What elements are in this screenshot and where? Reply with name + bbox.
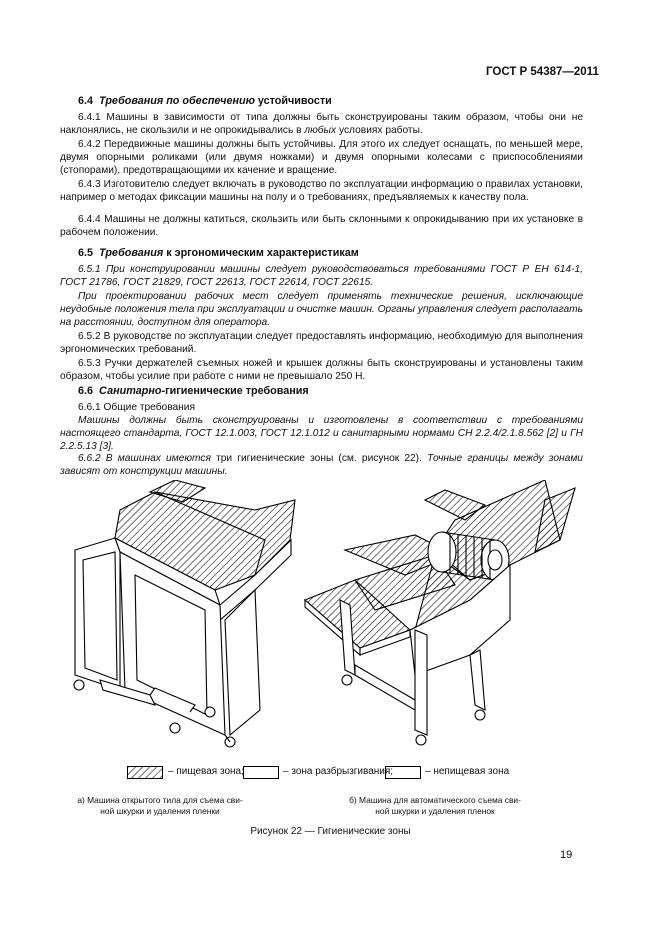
para-6-5-2: 6.5.2 В руководстве по эксплуатации следует предоставлять информацию, необходимую для выполнения эргономических требований. bbox=[60, 331, 583, 356]
section-6-5-title: 6.5 Требования к эргономическим характеристикам bbox=[78, 247, 359, 259]
non-food-zone-label: – непищевая зона bbox=[425, 766, 510, 777]
para-6-4-2: 6.4.2 Передвижные машины должны быть устойчивы. Для этого их следует оснащать, по меньшей мере, двумя опорными роликами (или двумя ножками) и двумя опорными колесами с приспособлениями (стопорами), предотвращающими их качение и вращение. bbox=[60, 139, 583, 177]
section-6-4-title: 6.4 Требования по обеспечению устойчивости bbox=[78, 95, 332, 107]
splash-zone-label: – зона разбрызгивания; bbox=[283, 766, 394, 777]
food-zone-label: – пищевая зона; bbox=[168, 766, 244, 777]
para-6-5-1-b: При проектировании рабочих мест следует применять технические решения, исключающие неудобные положения тела при эксплуатации и очистке машин. Органы управления следует располагать на расстоянии, доступном для оператора. bbox=[60, 291, 583, 329]
para-6-6-2: 6.6.2 В машинах имеются три гигиенические зоны (см. рисунок 22). Точные границы между зонами зависят от конструкции машины. bbox=[60, 453, 583, 478]
para-6-6-1: 6.6.1 Общие требования bbox=[78, 402, 195, 413]
food-zone-swatch bbox=[127, 766, 163, 779]
para-6-6-1-b: Машины должны быть сконструированы и изготовлены в соответствии с требованиями настоящего стандарта, ГОСТ 12.1.003, ГОСТ 12.1.012 и санитарными нормами СН 2.2.4/2.1.8.562 [2] и ГН 2.2.5.13 [3]. bbox=[60, 415, 583, 453]
figure-22-drawings bbox=[55, 480, 605, 755]
machine-b-drawing bbox=[305, 480, 575, 745]
para-6-4-4: 6.4.4 Машины не должны катиться, скользить или быть склонными к опрокидыванию при их установке в рабочем положении. bbox=[60, 214, 583, 239]
para-6-4-1: 6.4.1 Машины в зависимости от типа должны быть сконструированы таким образом, чтобы они не наклонялись, не скользили и не опрокидывались в любых условиях работы. bbox=[60, 112, 583, 137]
non-food-zone-swatch bbox=[385, 766, 421, 779]
section-6-6-title: 6.6 Санитарно-гигиенические требования bbox=[78, 385, 309, 397]
para-6-5-3: 6.5.3 Ручки держателей съемных ножей и крышек должны быть сконструированы и установлены таким образом, чтобы усилие при работе с ними не превышало 250 Н. bbox=[60, 358, 583, 383]
caption-b: б) Машина для автоматического съема сви- ной шкурки и удаления пленок bbox=[349, 795, 521, 816]
hygiene-zone-legend bbox=[0, 766, 661, 782]
document-code: ГОСТ Р 54387—2011 bbox=[486, 66, 599, 78]
figure-caption: Рисунок 22 — Гигиенические зоны bbox=[250, 826, 411, 837]
page-number: 19 bbox=[560, 849, 573, 861]
para-6-5-1: 6.5.1 При конструировании машины следует руководствоваться требованиями ГОСТ Р ЕН 614-1, ГОСТ 21786, ГОСТ 21829, ГОСТ 22613, ГОСТ 22614, ГОСТ 22615. bbox=[60, 264, 583, 289]
para-6-4-3: 6.4.3 Изготовителю следует включать в руководство по эксплуатации информацию о правилах установки, например о методах фиксации машины на полу и о требованиях, предъявляемых к качеству пола. bbox=[60, 179, 583, 204]
caption-a: а) Машина открытого тила для съема сви- ной шкурки и удаления пленки bbox=[77, 795, 243, 816]
machine-a-drawing bbox=[74, 480, 295, 747]
splash-zone-swatch bbox=[243, 766, 279, 779]
